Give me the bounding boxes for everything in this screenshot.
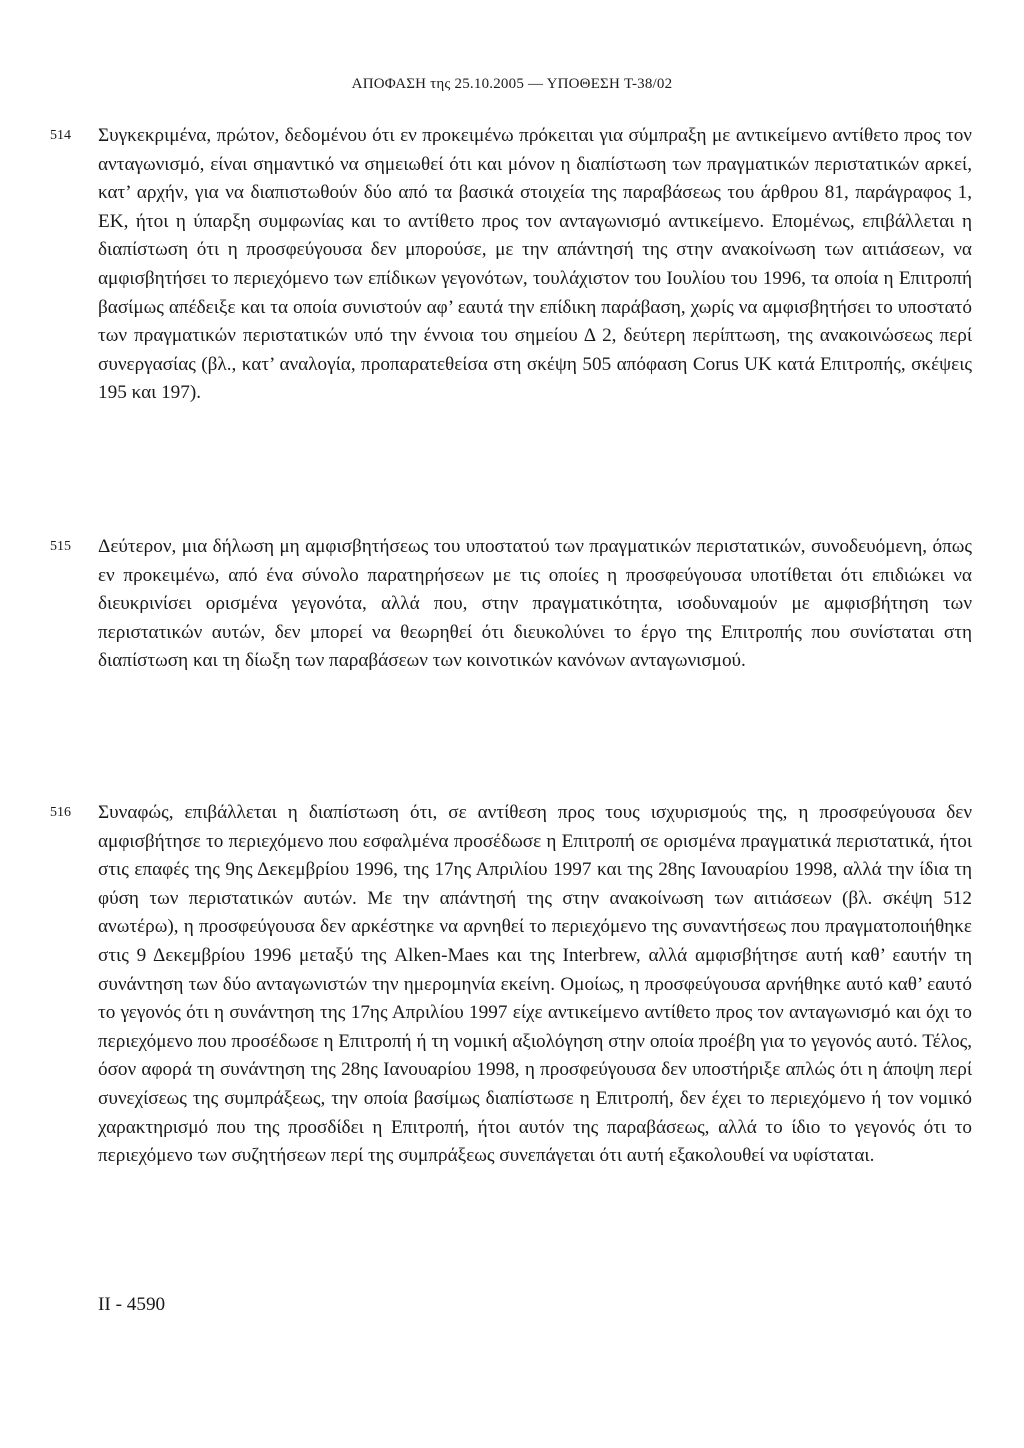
paragraph-514 <box>50 122 980 408</box>
page-number: II - 4590 <box>98 1294 166 1315</box>
paragraph-text: Δεύτερον, μια δήλωση μη αμφισβητήσεως του υποστατού των πραγματικών περιστατικών, συνοδευόμενη, όπως εν προκειμένω, από ένα σύνολο παρατηρήσεων με τις οποίες η προσφεύγουσα υποτίθεται ότι επιδιώκει να διευκρινίσει ορισμένα γεγονότα, αλλά που, στην πραγματικότητα, ισοδυναμούν με αμφισβήτηση των περιστατικών αυτών, δεν μπορεί να θεωρηθεί ότι διευκολύνει το έργο της Επιτροπής που συνίσταται στη διαπίστωση και τη δίωξη των παραβάσεων των κοινοτικών κανόνων ανταγωνισμού. <box>98 536 972 672</box>
paragraph-number: 515 <box>50 539 71 554</box>
running-header: ΑΠΟΦΑΣΗ της 25.10.2005 — ΥΠΟΘΕΣΗ T-38/02 <box>351 76 673 92</box>
paragraph-516 <box>50 799 980 1171</box>
paragraph-text: Συναφώς, επιβάλλεται η διαπίστωση ότι, σε αντίθεση προς τους ισχυρισμούς της, η προσφεύγουσα δεν αμφισβήτησε το περιεχόμενο που εσφαλμένα προσέδωσε η Επιτροπή σε ορισμένα πραγματικά περιστατικά, ήτοι στις επαφές της 9ης Δεκεμβρίου 1996, της 17ης Απριλίου 1997 και της 28ης Ιανουαρίου 1998, αλλά την ίδια τη φύση των περιστατικών αυτών. Με την απάντησή της στην ανακοίνωση των αιτιάσεων (βλ. σκέψη 512 ανωτέρω), η προσφεύγουσα δεν αρκέστηκε να αρνηθεί το περιεχόμενο της συναντήσεως που πραγματοποιήθηκε στις 9 Δεκεμβρίου 1996 μεταξύ της Alken-Maes και της Interbrew, αλλά αμφισβήτησε αυτή καθ’ εαυτήν τη συνάντηση των δύο ανταγωνιστών την ημερομηνία εκείνη. Ομοίως, η προσφεύγουσα αρνήθηκε αυτό καθ’ εαυτό το γεγονός ότι η συνάντηση της 17ης Απριλίου 1997 είχε αντικείμενο αντίθετο προς τον ανταγωνισμό και όχι το περιεχόμενο που προσέδωσε η Επιτροπή ή τη νομική αξιολόγηση στην οποία προέβη για το γεγονός αυτό. Τέλος, όσον αφορά τη συνάντηση της 28ης Ιανουαρίου 1998, η προσφεύγουσα δεν υποστήριξε απλώς ότι η άποψη περί συνεχίσεως της συμπράξεως, την οποία βασίμως διαπίστωσε η Επιτροπή, δεν έχει το περιεχόμενο ή τον νομικό χαρακτηρισμό που της προσδίδει η Επιτροπή, ήτοι αυτόν της παραβάσεως, αλλά το ίδιο το γεγονός ότι το περιεχόμενο των συζητήσεων περί της συμπράξεως συνεπάγεται ότι αυτή εξακολουθεί να υφίσταται. <box>98 802 972 1167</box>
paragraph-515 <box>50 533 980 676</box>
paragraph-number: 516 <box>50 805 71 820</box>
paragraph-text: Συγκεκριμένα, πρώτον, δεδομένου ότι εν προκειμένω πρόκειται για σύμπραξη με αντικείμενο αντίθετο προς τον ανταγωνισμό, είναι σημαντικό να σημειωθεί ότι και μόνον η διαπίστωση των πραγματικών περιστατικών αρκεί, κατ’ αρχήν, για να διαπιστωθούν δύο από τα βασικά στοιχεία της παραβάσεως του άρθρου 81, παράγραφος 1, ΕΚ, ήτοι η ύπαρξη συμφωνίας και το αντίθετο προς τον ανταγωνισμό αντικείμενο. Επομένως, επιβάλλεται η διαπίστωση ότι η προσφεύγουσα δεν μπορούσε, με την απάντησή της στην ανακοίνωση των αιτιάσεων, να αμφισβητήσει το περιεχόμενο των επίδικων γεγονότων, τουλάχιστον του Ιουλίου του 1996, τα οποία η Επιτροπή βασίμως απέδειξε και τα οποία συνιστούν αφ’ εαυτά την επίδικη παράβαση, χωρίς να αμφισβητήσει το υποστατό των πραγματικών περιστατικών υπό την έννοια του σημείου Δ 2, δεύτερη περίπτωση, της ανακοινώσεως περί συνεργασίας (βλ., κατ’ αναλογία, προπαρατεθείσα στη σκέψη 505 απόφαση Corus UK κατά Επιτροπής, σκέψεις 195 και 197). <box>98 125 972 404</box>
paragraph-number: 514 <box>50 128 71 143</box>
